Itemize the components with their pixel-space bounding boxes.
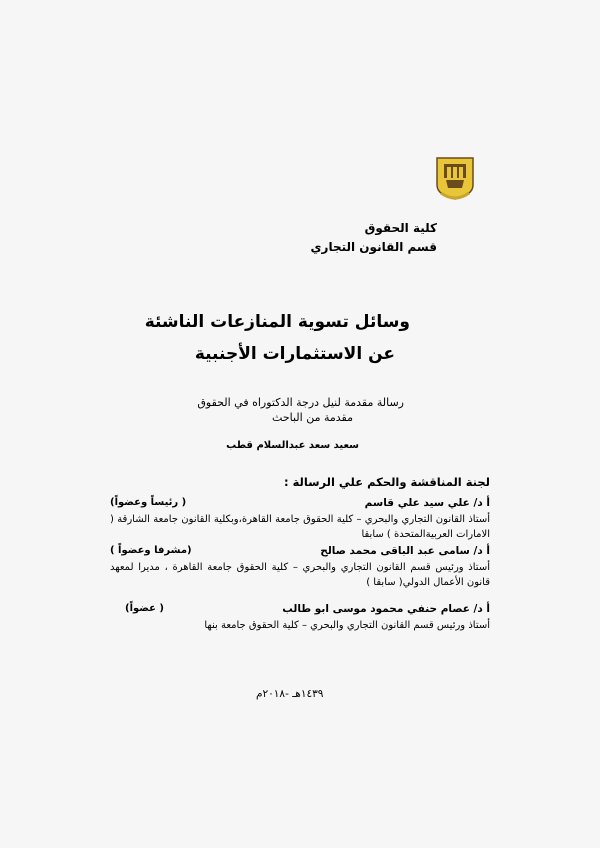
thesis-date: ١٤٣٩هـ -٢٠١٨م [256, 688, 324, 700]
committee-heading: لجنة المناقشة والحكم علي الرسالة : [283, 475, 490, 489]
thesis-subtitle-line2: مقدمة من الباحث [272, 411, 353, 424]
committee-member-role: (مشرفا وعضواً ) [110, 545, 192, 556]
committee-member-role: ( رئيساً وعضواً) [110, 497, 187, 508]
thesis-title-line1: وسائل تسوية المنازعات الناشئة [144, 312, 410, 332]
committee-member-name: أ د/ علي سيد علي قاسم [364, 497, 490, 509]
committee-member-role: ( عضواً) [125, 603, 165, 614]
department-name: قسم القانون التجاري [310, 240, 437, 254]
committee-member-name: أ د/ سامى عبد الباقى محمد صالح [320, 545, 490, 557]
author-name: سعيد سعد عبدالسلام قطب [226, 440, 359, 451]
faculty-name: كلية الحقوق [364, 221, 437, 235]
committee-member-description: أستاذ القانون التجاري والبحري – كلية الحقوق جامعة القاهرة،وبكلية القانون جامعة الشارقة ( الامارات العربيةالمتحدة ) سابقا [110, 514, 490, 540]
cairo-university-logo-icon [433, 155, 477, 203]
committee-member-description: أستاذ ورئيس قسم القانون التجاري والبحري – كلية الحقوق جامعة القاهرة ، مديرا لمعهد قانون الأعمال الدولي( سابقا ) [110, 562, 490, 588]
committee-member-description: أستاذ ورئيس قسم القانون التجاري والبحري – كلية الحقوق جامعة بنها [204, 620, 490, 631]
committee-member-name: أ د/ عصام حنفي محمود موسى ابو طالب [282, 603, 490, 615]
thesis-title-line2: عن الاستثمارات الأجنبية [194, 344, 395, 364]
thesis-subtitle-line1: رسالة مقدمة لنيل درجة الدكتوراه في الحقوق [197, 396, 404, 409]
